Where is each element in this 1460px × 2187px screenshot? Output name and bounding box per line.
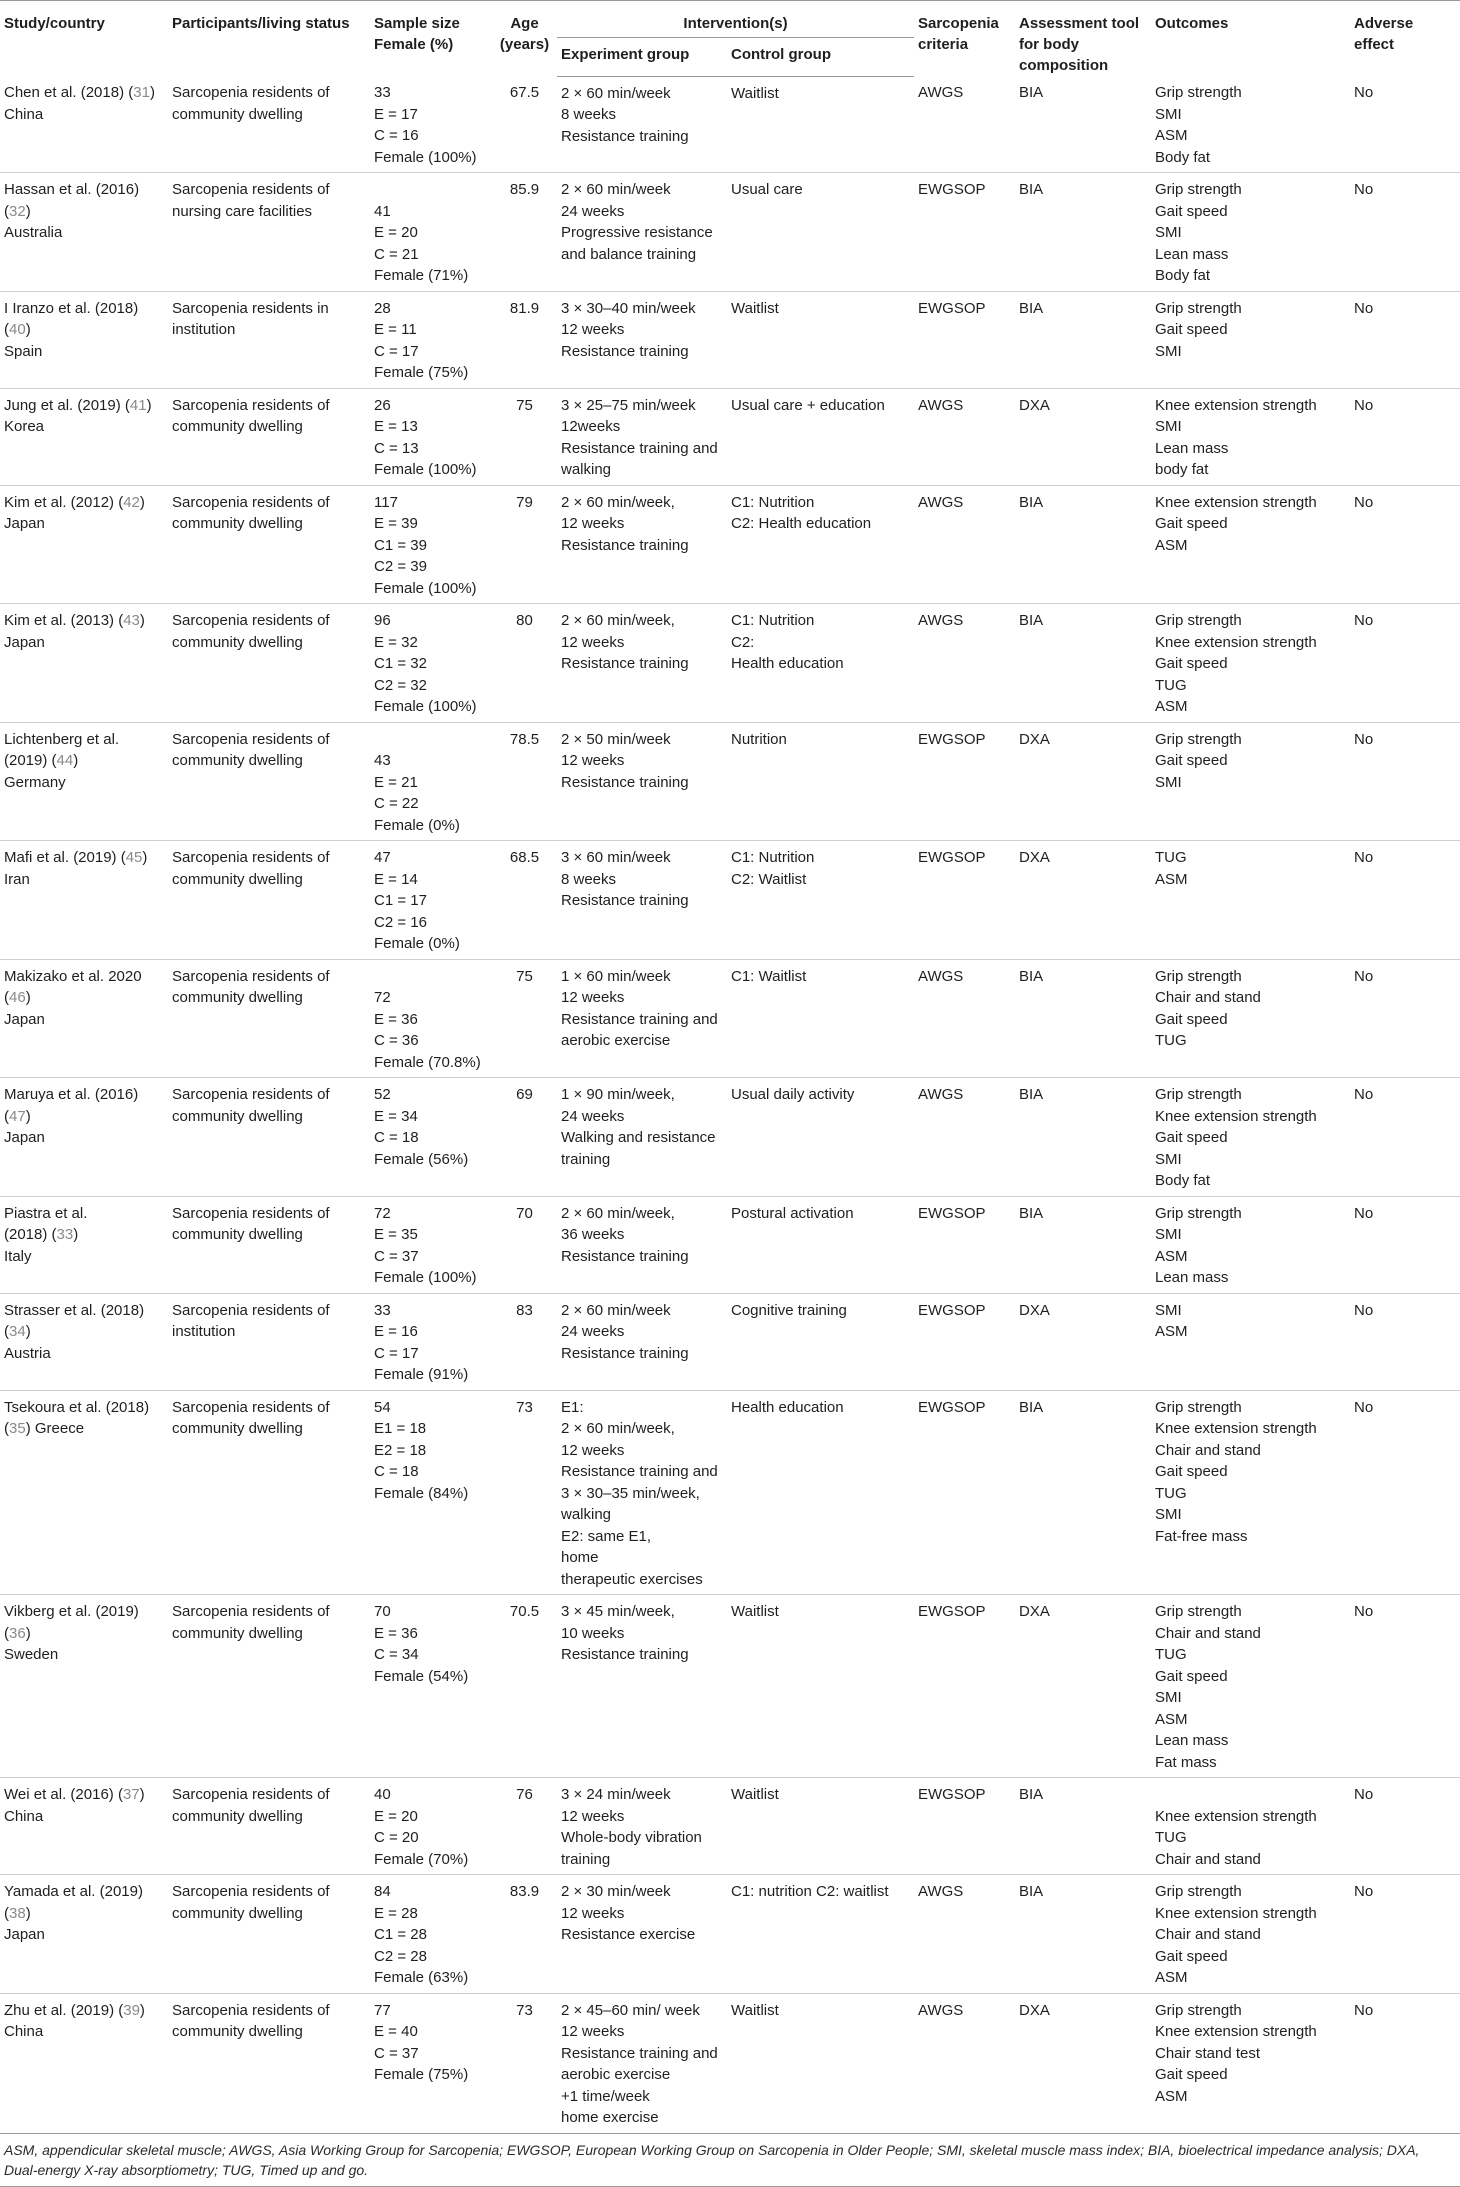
cell-criteria: EWGSOP bbox=[914, 1595, 1015, 1778]
cell-outcomes: Grip strength Chair and stand TUG Gait speed SMI ASM Lean mass Fat mass bbox=[1151, 1595, 1350, 1778]
cell-tool: BIA bbox=[1015, 485, 1151, 604]
cell-control: Postural activation bbox=[727, 1196, 914, 1293]
reference-link[interactable]: 37 bbox=[122, 1786, 140, 1803]
study-country: ) Iran bbox=[4, 849, 148, 888]
cell-age: 69 bbox=[492, 1078, 557, 1197]
cell-participants: Sarcopenia residents of community dwelling bbox=[168, 1390, 370, 1595]
cell-sample: 117 E = 39 C1 = 39 C2 = 39 Female (100%) bbox=[370, 485, 492, 604]
cell-adverse: No bbox=[1354, 84, 1374, 101]
cell-sample: 72 E = 35 C = 37 Female (100%) bbox=[370, 1196, 492, 1293]
cell-experiment: 2 × 60 min/week, 12 weeks Resistance training bbox=[557, 604, 727, 723]
cell-sample: 43 E = 21 C = 22 Female (0%) bbox=[370, 722, 492, 841]
reference-link[interactable]: 33 bbox=[56, 1226, 74, 1243]
cell-sample: 41 E = 20 C = 21 Female (71%) bbox=[370, 173, 492, 292]
table-row bbox=[0, 485, 1460, 604]
cell-outcomes: Grip strength Gait speed SMI bbox=[1151, 722, 1350, 841]
study-country: ) Japan bbox=[4, 493, 145, 532]
cell-sample: 70 E = 36 C = 34 Female (54%) bbox=[370, 1595, 492, 1778]
cell-adverse: No bbox=[1350, 1875, 1460, 1994]
cell-control: Usual care + education bbox=[727, 388, 914, 485]
cell-sample: 26 E = 13 C = 13 Female (100%) bbox=[370, 388, 492, 485]
study-name: Jung et al. (2019) ( bbox=[4, 396, 130, 414]
cell-control: C1: Nutrition C2: Health education bbox=[727, 604, 914, 723]
cell-tool: BIA bbox=[1015, 959, 1151, 1078]
cell-outcomes: Grip strength SMI ASM Lean mass bbox=[1151, 1196, 1350, 1293]
reference-link[interactable]: 41 bbox=[129, 396, 147, 414]
cell-tool: BIA bbox=[1015, 1778, 1151, 1875]
cell-control: Health education bbox=[727, 1390, 914, 1595]
reference-link[interactable]: 45 bbox=[125, 849, 143, 866]
cell-age: 80 bbox=[492, 604, 557, 723]
study-country: ) Japan bbox=[4, 1107, 45, 1146]
study-name: Chen et al. (2018) ( bbox=[4, 84, 134, 101]
cell-adverse: No bbox=[1350, 1078, 1460, 1197]
cell-tool: BIA bbox=[1015, 173, 1151, 292]
cell-experiment: 1 × 60 min/week 12 weeks Resistance training and aerobic exercise bbox=[557, 959, 727, 1078]
cell-experiment: 3 × 45 min/week, 10 weeks Resistance training bbox=[557, 1595, 727, 1778]
table-row bbox=[0, 722, 1460, 841]
cell-outcomes: Grip strength Gait speed SMI Lean mass Body fat bbox=[1151, 173, 1350, 292]
cell-adverse: No bbox=[1350, 485, 1460, 604]
cell-control: Waitlist bbox=[727, 1778, 914, 1875]
cell-sample: 84 E = 28 C1 = 28 C2 = 28 Female (63%) bbox=[370, 1875, 492, 1994]
cell-outcomes: Grip strength SMI ASM Body fat bbox=[1155, 84, 1242, 166]
study-name: Mafi et al. (2019) ( bbox=[4, 849, 126, 866]
cell-criteria: EWGSOP bbox=[914, 1293, 1015, 1390]
study-name: Hassan et al. (2016) ( bbox=[4, 181, 140, 220]
cell-experiment: 2 × 60 min/week 8 weeks Resistance training bbox=[561, 84, 689, 145]
cell-sample: 52 E = 34 C = 18 Female (56%) bbox=[370, 1078, 492, 1197]
cell-sample: 77 E = 40 C = 37 Female (75%) bbox=[370, 1993, 492, 2133]
study-country: ) Sweden bbox=[4, 1624, 59, 1663]
cell-experiment: 3 × 24 min/week 12 weeks Whole-body vibration training bbox=[557, 1778, 727, 1875]
cell-adverse: No bbox=[1350, 604, 1460, 723]
study-name: Zhu et al. (2019) ( bbox=[4, 2001, 124, 2019]
table-row bbox=[0, 291, 1460, 388]
header-experiment: Experiment group bbox=[557, 37, 727, 76]
reference-link[interactable]: 38 bbox=[9, 1904, 26, 1922]
cell-outcomes: Knee extension strength Gait speed ASM bbox=[1151, 485, 1350, 604]
cell-tool: DXA bbox=[1015, 1595, 1151, 1778]
cell-study bbox=[0, 1778, 168, 1875]
cell-control: Waitlist bbox=[727, 291, 914, 388]
cell-adverse: No bbox=[1350, 1390, 1460, 1595]
cell-participants: Sarcopenia residents of institution bbox=[168, 1293, 370, 1390]
cell-criteria: AWGS bbox=[918, 84, 964, 101]
study-country: ) Spain bbox=[4, 321, 43, 360]
reference-link[interactable]: 44 bbox=[56, 752, 74, 769]
cell-participants: Sarcopenia residents of community dwelling bbox=[168, 1993, 370, 2133]
cell-participants: Sarcopenia residents of community dwelling bbox=[168, 1875, 370, 1994]
study-name: Lichtenberg et al. (2019) ( bbox=[4, 730, 120, 769]
cell-age: 81.9 bbox=[492, 291, 557, 388]
cell-experiment: 2 × 60 min/week, 12 weeks Resistance training bbox=[557, 485, 727, 604]
cell-experiment: 2 × 45–60 min/ week 12 weeks Resistance training and aerobic exercise +1 time/week home exercise bbox=[557, 1993, 727, 2133]
table-row bbox=[0, 1390, 1460, 1595]
cell-tool: DXA bbox=[1015, 388, 1151, 485]
cell-tool: DXA bbox=[1015, 841, 1151, 960]
study-country: ) Germany bbox=[4, 752, 79, 791]
cell-participants: Sarcopenia residents of community dwelling bbox=[168, 604, 370, 723]
cell-tool: BIA bbox=[1019, 84, 1044, 101]
cell-criteria: AWGS bbox=[914, 1078, 1015, 1197]
cell-adverse: No bbox=[1350, 388, 1460, 485]
cell-tool: DXA bbox=[1015, 722, 1151, 841]
cell-age: 67.5 bbox=[509, 84, 540, 101]
cell-study bbox=[0, 1196, 168, 1293]
cell-participants: Sarcopenia residents of community dwelling bbox=[168, 388, 370, 485]
cell-tool: BIA bbox=[1015, 1875, 1151, 1994]
study-name: Piastra et al. (2018) ( bbox=[4, 1204, 88, 1243]
cell-criteria: AWGS bbox=[914, 959, 1015, 1078]
cell-experiment: 3 × 25–75 min/week 12weeks Resistance training and walking bbox=[557, 388, 727, 485]
cell-sample: 72 E = 36 C = 36 Female (70.8%) bbox=[370, 959, 492, 1078]
table-row bbox=[0, 76, 1460, 173]
cell-control: C1: Nutrition C2: Health education bbox=[727, 485, 914, 604]
cell-outcomes: Grip strength Gait speed SMI bbox=[1151, 291, 1350, 388]
study-country: ) China bbox=[4, 2001, 145, 2040]
study-name: Kim et al. (2013) ( bbox=[4, 612, 124, 629]
table-body bbox=[0, 76, 1460, 2133]
cell-criteria: EWGSOP bbox=[914, 1778, 1015, 1875]
study-country: ) Japan bbox=[4, 1904, 45, 1943]
study-name: Vikberg et al. (2019) ( bbox=[4, 1603, 139, 1642]
cell-criteria: AWGS bbox=[914, 1875, 1015, 1994]
header-intervention: Intervention(s) bbox=[557, 1, 914, 38]
cell-outcomes: Grip strength Knee extension strength Chair stand test Gait speed ASM bbox=[1151, 1993, 1350, 2133]
table-footnote: ASM, appendicular skeletal muscle; AWGS, Asia Working Group for Sarcopenia; EWGSOP, European Working Group on Sarcopenia in Older People; SMI, skeletal muscle mass index; BIA, bioelectrical impedance analysis; DXA, Dual-energy X-ray absorptiometry; TUG, Timed up and go. bbox=[0, 2133, 1460, 2187]
cell-experiment: E1: 2 × 60 min/week, 12 weeks Resistance training and 3 × 30–35 min/week, walking E2: same E1, home therapeutic exercises bbox=[557, 1390, 727, 1595]
cell-age: 70 bbox=[492, 1196, 557, 1293]
cell-study bbox=[0, 604, 168, 723]
cell-study bbox=[0, 959, 168, 1078]
cell-experiment: 1 × 90 min/week, 24 weeks Walking and resistance training bbox=[557, 1078, 727, 1197]
table-row bbox=[0, 388, 1460, 485]
header-outcomes: Outcomes bbox=[1151, 1, 1350, 77]
cell-age: 83 bbox=[492, 1293, 557, 1390]
cell-outcomes: Grip strength Chair and stand Gait speed TUG bbox=[1151, 959, 1350, 1078]
cell-adverse: No bbox=[1350, 173, 1460, 292]
header-criteria: Sarcopenia criteria bbox=[914, 1, 1015, 77]
study-country: ) Australia bbox=[4, 202, 63, 241]
cell-study bbox=[0, 173, 168, 292]
cell-control: Waitlist bbox=[727, 1993, 914, 2133]
study-name: Maruya et al. (2016) ( bbox=[4, 1086, 139, 1125]
cell-criteria: EWGSOP bbox=[914, 291, 1015, 388]
cell-participants: Sarcopenia residents of nursing care facilities bbox=[168, 173, 370, 292]
cell-age: 79 bbox=[492, 485, 557, 604]
table-row bbox=[0, 1778, 1460, 1875]
header-control: Control group bbox=[727, 37, 914, 76]
cell-experiment: 3 × 30–40 min/week 12 weeks Resistance training bbox=[557, 291, 727, 388]
cell-participants: Sarcopenia residents of community dwelling bbox=[168, 841, 370, 960]
table-row bbox=[0, 173, 1460, 292]
reference-link[interactable]: 42 bbox=[123, 493, 140, 511]
cell-age: 73 bbox=[492, 1993, 557, 2133]
cell-sample: 47 E = 14 C1 = 17 C2 = 16 Female (0%) bbox=[370, 841, 492, 960]
cell-sample: 33 E = 17 C = 16 Female (100%) bbox=[374, 84, 477, 166]
cell-adverse: No bbox=[1350, 1993, 1460, 2133]
table-row bbox=[0, 1196, 1460, 1293]
study-country: ) Japan bbox=[4, 612, 145, 651]
reference-link[interactable]: 43 bbox=[123, 612, 140, 629]
cell-criteria: AWGS bbox=[914, 604, 1015, 723]
cell-control: Usual daily activity bbox=[727, 1078, 914, 1197]
cell-outcomes: Knee extension strength SMI Lean mass body fat bbox=[1151, 388, 1350, 485]
table-row bbox=[0, 1875, 1460, 1994]
cell-sample: 28 E = 11 C = 17 Female (75%) bbox=[370, 291, 492, 388]
header-adverse: Adverse effect bbox=[1350, 1, 1460, 77]
cell-experiment: 2 × 30 min/week 12 weeks Resistance exercise bbox=[557, 1875, 727, 1994]
reference-link[interactable]: 31 bbox=[133, 84, 150, 101]
table-row bbox=[0, 1293, 1460, 1390]
reference-link[interactable]: 32 bbox=[9, 202, 26, 220]
study-country: ) China bbox=[4, 1786, 145, 1825]
cell-participants: Sarcopenia residents of community dwelling bbox=[168, 1196, 370, 1293]
cell-control: Waitlist bbox=[731, 84, 779, 102]
cell-study bbox=[0, 1293, 168, 1390]
reference-link[interactable]: 34 bbox=[9, 1323, 26, 1340]
study-name: Wei et al. (2016) ( bbox=[4, 1786, 123, 1803]
cell-outcomes: Grip strength Knee extension strength Chair and stand Gait speed ASM bbox=[1151, 1875, 1350, 1994]
cell-control: C1: Nutrition C2: Waitlist bbox=[727, 841, 914, 960]
cell-study bbox=[0, 722, 168, 841]
cell-tool: DXA bbox=[1015, 1293, 1151, 1390]
cell-adverse: No bbox=[1350, 1778, 1460, 1875]
study-name: I Iranzo et al. (2018) ( bbox=[4, 299, 139, 338]
study-name: Strasser et al. (2018) ( bbox=[4, 1301, 145, 1340]
header-sample: Sample size Female (%) bbox=[370, 1, 492, 77]
table-row bbox=[0, 841, 1460, 960]
cell-criteria: EWGSOP bbox=[914, 173, 1015, 292]
cell-participants: Sarcopenia residents of community dwelling bbox=[168, 1595, 370, 1778]
cell-adverse: No bbox=[1350, 291, 1460, 388]
cell-study bbox=[0, 1875, 168, 1994]
cell-adverse: No bbox=[1350, 722, 1460, 841]
cell-age: 83.9 bbox=[492, 1875, 557, 1994]
cell-criteria: EWGSOP bbox=[914, 1196, 1015, 1293]
study-country: ) Italy bbox=[4, 1226, 79, 1265]
cell-tool: BIA bbox=[1015, 1196, 1151, 1293]
header-tool: Assessment tool for body composition bbox=[1015, 1, 1151, 77]
reference-link[interactable]: 47 bbox=[9, 1107, 26, 1125]
cell-tool: BIA bbox=[1015, 1390, 1151, 1595]
cell-adverse: No bbox=[1350, 841, 1460, 960]
table-row bbox=[0, 604, 1460, 723]
cell-experiment: 2 × 60 min/week, 36 weeks Resistance training bbox=[557, 1196, 727, 1293]
cell-sample: 54 E1 = 18 E2 = 18 C = 18 Female (84%) bbox=[370, 1390, 492, 1595]
cell-outcomes: Knee extension strength TUG Chair and stand bbox=[1151, 1778, 1350, 1875]
cell-study bbox=[0, 1390, 168, 1595]
cell-age: 75 bbox=[492, 959, 557, 1078]
cell-participants: Sarcopenia residents of community dwelling bbox=[168, 1078, 370, 1197]
cell-age: 70.5 bbox=[492, 1595, 557, 1778]
cell-criteria: AWGS bbox=[914, 1993, 1015, 2133]
cell-outcomes: Grip strength Knee extension strength Gait speed TUG ASM bbox=[1151, 604, 1350, 723]
cell-experiment: 2 × 50 min/week 12 weeks Resistance training bbox=[557, 722, 727, 841]
study-country: ) Greece bbox=[25, 1420, 85, 1437]
cell-age: 76 bbox=[492, 1778, 557, 1875]
reference-link[interactable]: 35 bbox=[9, 1420, 26, 1437]
cell-adverse: No bbox=[1350, 959, 1460, 1078]
cell-study bbox=[0, 76, 168, 173]
cell-criteria: AWGS bbox=[914, 388, 1015, 485]
cell-criteria: AWGS bbox=[914, 485, 1015, 604]
cell-study bbox=[0, 291, 168, 388]
cell-study bbox=[0, 1078, 168, 1197]
cell-tool: BIA bbox=[1015, 291, 1151, 388]
cell-age: 73 bbox=[492, 1390, 557, 1595]
study-name: Kim et al. (2012) ( bbox=[4, 493, 124, 511]
cell-sample: 33 E = 16 C = 17 Female (91%) bbox=[370, 1293, 492, 1390]
cell-experiment: 2 × 60 min/week 24 weeks Progressive resistance and balance training bbox=[557, 173, 727, 292]
cell-participants: Sarcopenia residents of community dwelling bbox=[168, 485, 370, 604]
cell-criteria: EWGSOP bbox=[914, 722, 1015, 841]
study-name: Yamada et al. (2019) ( bbox=[4, 1883, 143, 1922]
cell-control: C1: nutrition C2: waitlist bbox=[727, 1875, 914, 1994]
cell-age: 78.5 bbox=[492, 722, 557, 841]
cell-criteria: EWGSOP bbox=[914, 1390, 1015, 1595]
cell-outcomes: Grip strength Knee extension strength Chair and stand Gait speed TUG SMI Fat-free mass bbox=[1151, 1390, 1350, 1595]
cell-sample: 40 E = 20 C = 20 Female (70%) bbox=[370, 1778, 492, 1875]
table-row bbox=[0, 959, 1460, 1078]
study-country: ) Japan bbox=[4, 989, 45, 1028]
cell-adverse: No bbox=[1350, 1293, 1460, 1390]
reference-link[interactable]: 46 bbox=[9, 989, 26, 1006]
cell-participants: Sarcopenia residents of community dwelling bbox=[168, 722, 370, 841]
header-participants: Participants/living status bbox=[168, 1, 370, 77]
study-name: Makizako et al. 2020 ( bbox=[4, 967, 142, 1006]
cell-age: 68.5 bbox=[492, 841, 557, 960]
cell-age: 75 bbox=[492, 388, 557, 485]
cell-tool: DXA bbox=[1015, 1993, 1151, 2133]
cell-control: Usual care bbox=[727, 173, 914, 292]
cell-control: C1: Waitlist bbox=[727, 959, 914, 1078]
cell-control: Waitlist bbox=[727, 1595, 914, 1778]
cell-control: Nutrition bbox=[727, 722, 914, 841]
reference-link[interactable]: 40 bbox=[9, 321, 26, 338]
cell-age: 85.9 bbox=[492, 173, 557, 292]
cell-outcomes: SMI ASM bbox=[1151, 1293, 1350, 1390]
cell-criteria: EWGSOP bbox=[914, 841, 1015, 960]
cell-participants: Sarcopenia residents of community dwelling bbox=[172, 84, 330, 123]
cell-study bbox=[0, 1595, 168, 1778]
cell-experiment: 2 × 60 min/week 24 weeks Resistance training bbox=[557, 1293, 727, 1390]
table-row bbox=[0, 1595, 1460, 1778]
cell-tool: BIA bbox=[1015, 604, 1151, 723]
cell-outcomes: TUG ASM bbox=[1151, 841, 1350, 960]
cell-participants: Sarcopenia residents of community dwelling bbox=[168, 959, 370, 1078]
cell-study bbox=[0, 388, 168, 485]
cell-adverse: No bbox=[1350, 1196, 1460, 1293]
cell-outcomes: Grip strength Knee extension strength Gait speed SMI Body fat bbox=[1151, 1078, 1350, 1197]
cell-participants: Sarcopenia residents in institution bbox=[168, 291, 370, 388]
study-name: Tsekoura et al. (2018) ( bbox=[4, 1398, 150, 1437]
cell-experiment: 3 × 60 min/week 8 weeks Resistance training bbox=[557, 841, 727, 960]
cell-tool: BIA bbox=[1015, 1078, 1151, 1197]
header-study: Study/country bbox=[0, 1, 168, 77]
cell-adverse: No bbox=[1350, 1595, 1460, 1778]
header-age: Age (years) bbox=[492, 1, 557, 77]
cell-control: Cognitive training bbox=[727, 1293, 914, 1390]
study-country: ) Austria bbox=[4, 1323, 51, 1362]
reference-link[interactable]: 36 bbox=[9, 1624, 26, 1642]
cell-participants: Sarcopenia residents of community dwelling bbox=[168, 1778, 370, 1875]
cell-sample: 96 E = 32 C1 = 32 C2 = 32 Female (100%) bbox=[370, 604, 492, 723]
study-country: ) Korea bbox=[4, 396, 152, 435]
study-country: ) China bbox=[4, 84, 155, 123]
reference-link[interactable]: 39 bbox=[123, 2001, 140, 2019]
cell-study bbox=[0, 841, 168, 960]
cell-study bbox=[0, 485, 168, 604]
table-row bbox=[0, 1078, 1460, 1197]
